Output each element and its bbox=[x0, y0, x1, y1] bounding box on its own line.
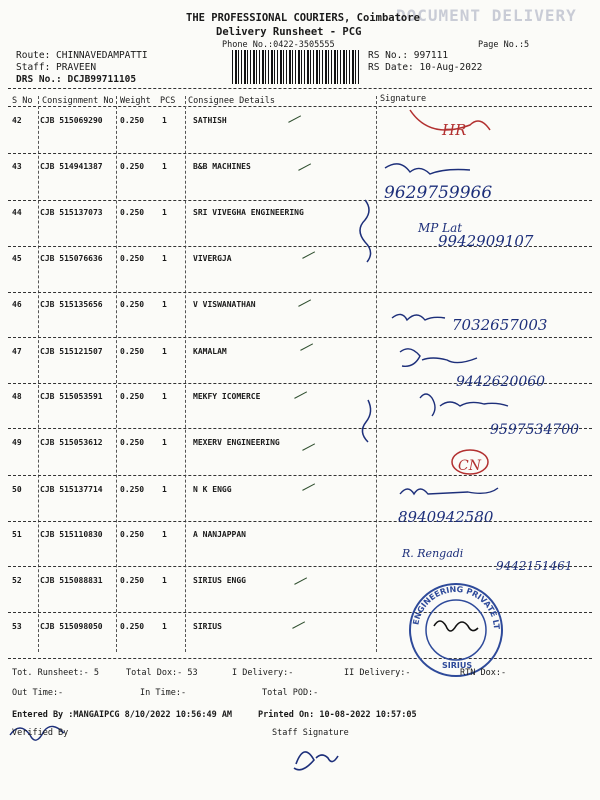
col-sno: S No bbox=[12, 96, 33, 106]
rengadi-signature: R. Rengadi bbox=[402, 547, 464, 560]
page-number: Page No.:5 bbox=[478, 40, 530, 50]
row-consignment: CJB 515069290 bbox=[40, 116, 103, 125]
row-pcs: 1 bbox=[162, 300, 167, 309]
row-pcs: 1 bbox=[162, 208, 167, 217]
row-consignment: CJB 515135656 bbox=[40, 300, 103, 309]
rs-date: RS Date: 10-Aug-2022 bbox=[368, 62, 483, 73]
row-pcs: 1 bbox=[162, 438, 167, 447]
row-consignee: SRI VIVEGHA ENGINEERING bbox=[193, 208, 304, 217]
signature-47 bbox=[400, 349, 477, 366]
signature-48 bbox=[420, 394, 508, 416]
row-weight: 0.250 bbox=[120, 485, 145, 494]
row-consignment: CJB 515121507 bbox=[40, 347, 103, 356]
printed-on: Printed On: 10-08-2022 10:57:05 bbox=[258, 710, 417, 720]
row-pcs: 1 bbox=[162, 576, 167, 585]
col-consignment: Consignment No bbox=[42, 96, 114, 106]
runsheet-subtitle: Delivery Runsheet - PCG bbox=[216, 26, 362, 38]
signature-46 bbox=[392, 314, 445, 320]
row-consignment: CJB 515053591 bbox=[40, 392, 103, 401]
row-consignment: CJB 515098050 bbox=[40, 622, 103, 631]
out-time: Out Time:- bbox=[12, 688, 64, 698]
row-sno: 51 bbox=[12, 530, 22, 539]
row-sno: 50 bbox=[12, 485, 22, 494]
total-pod: Total POD:- bbox=[262, 688, 319, 698]
stamp-bottom-text: SIRIUS bbox=[442, 661, 473, 670]
phone-44: 9942909107 bbox=[438, 232, 534, 250]
mp-signature: MP Lat bbox=[418, 221, 463, 235]
row-consignee: A NANJAPPAN bbox=[193, 530, 246, 539]
staff: Staff: PRAVEEN bbox=[16, 62, 97, 73]
row-consignee: MEXERV ENGINEERING bbox=[193, 438, 280, 447]
stamp-ring-text: ENGINEERING PRIVATE LTD bbox=[411, 584, 502, 632]
row-sno: 52 bbox=[12, 576, 22, 585]
i-delivery: I Delivery:- bbox=[232, 668, 294, 678]
rtn-dox: RTN Dox:- bbox=[460, 668, 507, 678]
row-consignee: SATHISH bbox=[193, 116, 227, 125]
row-consignment: CJB 515137714 bbox=[40, 485, 103, 494]
row-weight: 0.250 bbox=[120, 576, 145, 585]
row-weight: 0.250 bbox=[120, 162, 145, 171]
row-weight: 0.250 bbox=[120, 254, 145, 263]
row-sno: 43 bbox=[12, 162, 22, 171]
phone-47: 9442620060 bbox=[456, 374, 546, 390]
row-consignment: CJB 515088831 bbox=[40, 576, 103, 585]
hr-mark: HR bbox=[442, 121, 467, 139]
bracket-scribble bbox=[362, 400, 370, 442]
rs-number: RS No.: 997111 bbox=[368, 50, 449, 61]
phone-51: 9442151461 bbox=[496, 559, 573, 573]
row-pcs: 1 bbox=[162, 116, 167, 125]
row-consignment: CJB 515076636 bbox=[40, 254, 103, 263]
row-sno: 53 bbox=[12, 622, 22, 631]
row-consignment: CJB 515110830 bbox=[40, 530, 103, 539]
cn-mark: CN bbox=[458, 458, 481, 474]
row-sno: 46 bbox=[12, 300, 22, 309]
phone-number: Phone No.:0422-3505555 bbox=[222, 40, 335, 50]
staff-signature bbox=[294, 752, 338, 770]
row-weight: 0.250 bbox=[120, 438, 145, 447]
ii-delivery: II Delivery:- bbox=[344, 668, 411, 678]
row-pcs: 1 bbox=[162, 162, 167, 171]
staff-signature-label: Staff Signature bbox=[272, 728, 349, 738]
row-pcs: 1 bbox=[162, 485, 167, 494]
total-runsheet: Tot. Runsheet:- 5 bbox=[12, 668, 99, 678]
row-consignee: VIVERGJA bbox=[193, 254, 232, 263]
row-consignment: CJB 514941387 bbox=[40, 162, 103, 171]
verified-by: Verified By bbox=[12, 728, 69, 738]
company-stamp bbox=[410, 584, 502, 676]
phone-46: 7032657003 bbox=[452, 316, 548, 334]
col-weight: Weight bbox=[120, 96, 151, 106]
drs-number: DRS No.: DCJB99711105 bbox=[16, 74, 137, 85]
document-delivery-watermark: DOCUMENT DELIVERY bbox=[396, 6, 577, 25]
row-consignee: B&B MACHINES bbox=[193, 162, 251, 171]
row-sno: 48 bbox=[12, 392, 22, 401]
row-weight: 0.250 bbox=[120, 622, 145, 631]
row-weight: 0.250 bbox=[120, 300, 145, 309]
entered-by: Entered By :MANGAIPCG 8/10/2022 10:56:49 AM bbox=[12, 710, 233, 720]
row-weight: 0.250 bbox=[120, 530, 145, 539]
row-pcs: 1 bbox=[162, 392, 167, 401]
col-signature: Signature bbox=[380, 94, 427, 104]
row-pcs: 1 bbox=[162, 622, 167, 631]
row-sno: 49 bbox=[12, 438, 22, 447]
row-pcs: 1 bbox=[162, 254, 167, 263]
row-sno: 42 bbox=[12, 116, 22, 125]
phone-50: 8940942580 bbox=[398, 508, 494, 526]
row-consignment: CJB 515053612 bbox=[40, 438, 103, 447]
row-consignee: SIRIUS ENGG bbox=[193, 576, 246, 585]
row-weight: 0.250 bbox=[120, 116, 145, 125]
route: Route: CHINNAVEDAMPATTI bbox=[16, 50, 148, 61]
row-pcs: 1 bbox=[162, 530, 167, 539]
row-consignment: CJB 515137073 bbox=[40, 208, 103, 217]
signature-50 bbox=[400, 488, 498, 494]
row-sno: 45 bbox=[12, 254, 22, 263]
in-time: In Time:- bbox=[140, 688, 187, 698]
row-sno: 47 bbox=[12, 347, 22, 356]
company-title: THE PROFESSIONAL COURIERS, Coimbatore bbox=[186, 12, 420, 24]
col-consignee: Consignee Details bbox=[188, 96, 275, 106]
row-sno: 44 bbox=[12, 208, 22, 217]
row-consignee: KAMALAM bbox=[193, 347, 227, 356]
row-consignee: SIRIUS bbox=[193, 622, 222, 631]
total-dox: Total Dox:- 53 bbox=[126, 668, 198, 678]
row-weight: 0.250 bbox=[120, 208, 145, 217]
bracket-scribble bbox=[360, 200, 371, 262]
col-pcs: PCS bbox=[160, 96, 176, 106]
row-weight: 0.250 bbox=[120, 392, 145, 401]
phone-48: 9597534700 bbox=[490, 422, 580, 438]
signature-43 bbox=[385, 164, 470, 174]
row-pcs: 1 bbox=[162, 347, 167, 356]
row-consignee: N K ENGG bbox=[193, 485, 232, 494]
row-weight: 0.250 bbox=[120, 347, 145, 356]
row-consignee: V VISWANATHAN bbox=[193, 300, 256, 309]
row-consignee: MEKFY ICOMERCE bbox=[193, 392, 261, 401]
phone-43: 9629759966 bbox=[384, 183, 493, 203]
